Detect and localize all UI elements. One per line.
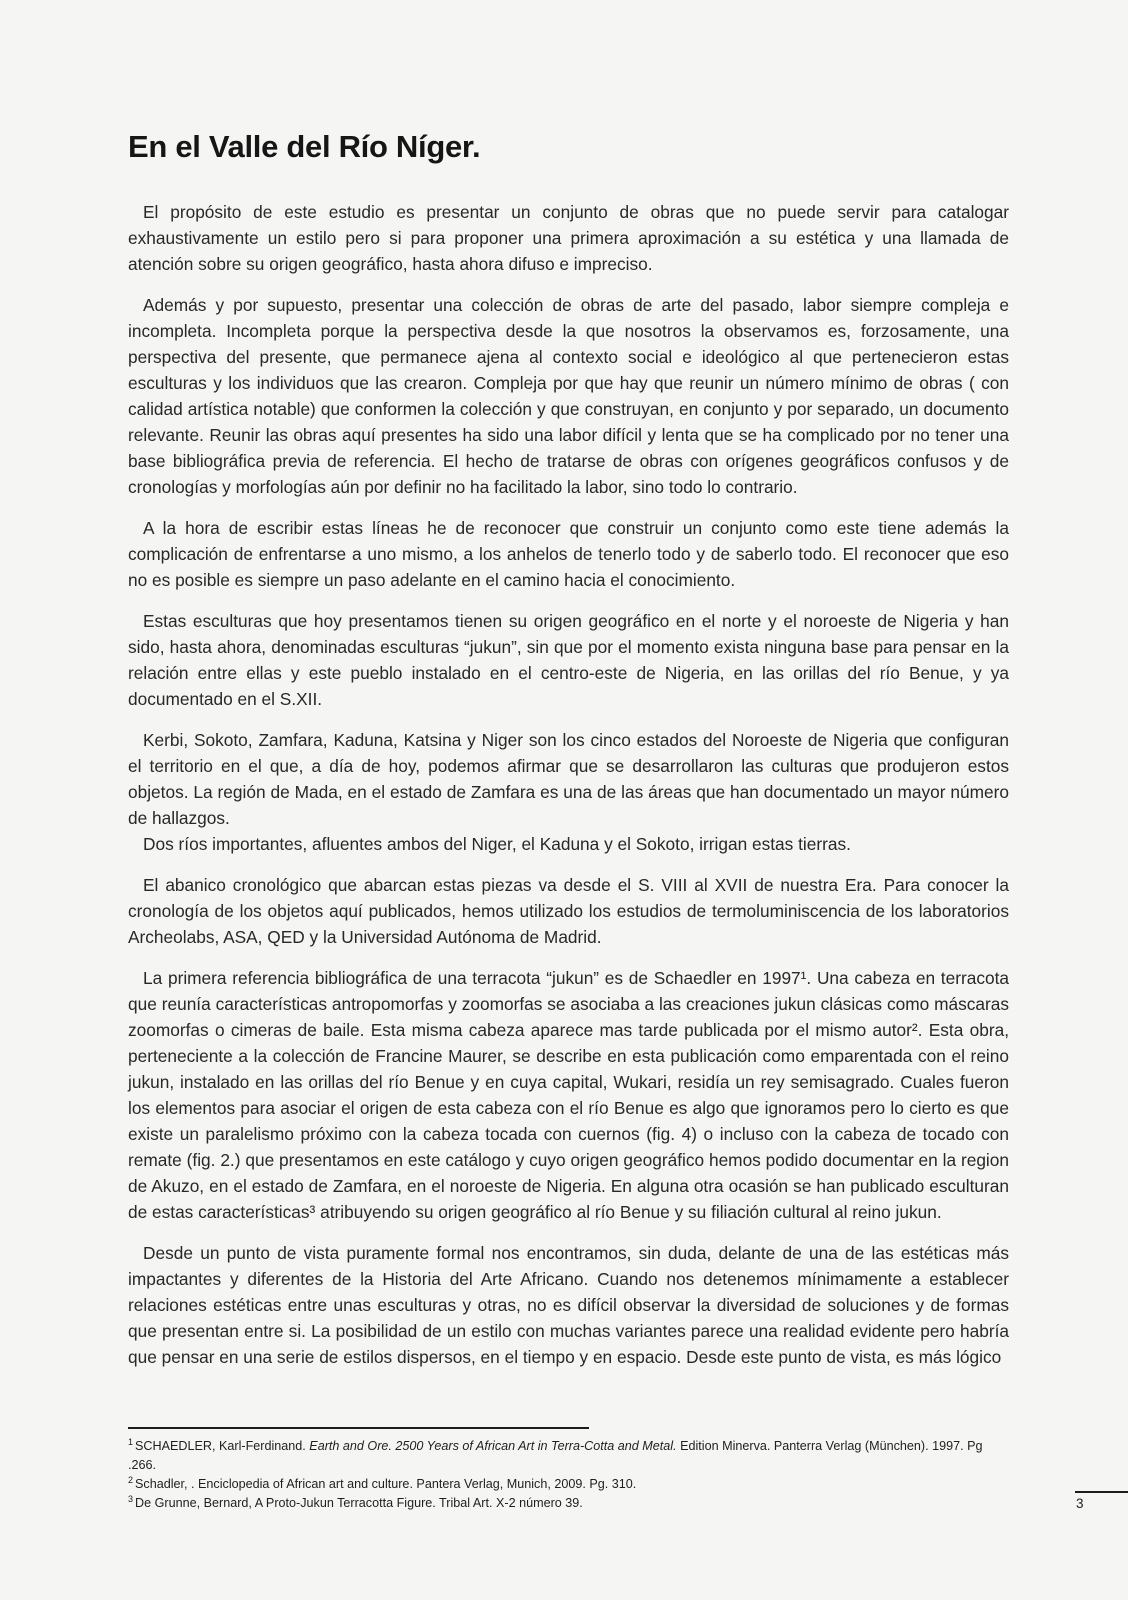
page-title: En el Valle del Río Níger. xyxy=(128,129,481,164)
footnote-marker: 2 xyxy=(128,1474,134,1485)
paragraph-cronologia: El abanico cronológico que abarcan estas piezas va desde el S. VIII al XVII de nuestra Era. Para conocer la cronología de los objetos aquí publicados, hemos utilizado los estudios de termoluminiscencia de los laboratorios Archeolabs, ASA, QED y la Universidad Autónoma de Madrid. xyxy=(128,875,1009,947)
article-body xyxy=(128,199,1009,1370)
paragraph-rios: Dos ríos importantes, afluentes ambos del Niger, el Kaduna y el Sokoto, irrigan estas tierras. xyxy=(143,834,851,854)
footnote-text: Schadler, . Enciclopedia of African art and culture. Pantera Verlag, Munich, 2009. Pg. 310. xyxy=(135,1477,637,1491)
page-number-rule xyxy=(1075,1491,1128,1493)
footnote-text: SCHAEDLER, Karl-Ferdinand. xyxy=(135,1439,310,1453)
page-content xyxy=(128,129,1009,1385)
paragraph-referencia-bibliografica: La primera referencia bibliográfica de una terracota “jukun” es de Schaedler en 1997¹. Una cabeza en terracota que reunía características antropomorfas y zoomorfas se asociaba a las creaciones jukun clásicas como máscaras zoomorfas o cimeras de baile. Esta misma cabeza aparece mas tarde publicada por el mismo autor². Esta obra, perteneciente a la colección de Francine Maurer, se describe en esta publicación como emparentada con el reino jukun, instalado en las orillas del río Benue y en cuya capital, Wukari, residía un rey semisagrado. Cuales fueron los elementos para asociar el origen de esta cabeza con el río Benue es algo que ignoramos pero lo cierto es que existe un paralelismo próximo con la cabeza tocada con cuernos (fig. 4) o incluso con la cabeza de tocado con remate (fig. 2.) que presentamos en este catálogo y cuyo origen geográfico hemos podido documentar en la region de Akuzo, en el estado de Zamfara, en el noroeste de Nigeria. En alguna otra ocasión se han publicado esculturan de estas características³ atribuyendo su origen geográfico al río Benue y su filiación cultural al reino jukun. xyxy=(128,968,1009,1222)
paragraph-escribir: A la hora de escribir estas líneas he de reconocer que construir un conjunto como este tiene además la complicación de enfrentarse a uno mismo, a los anhelos de tenerlo todo y de saberlo todo. El reconocer que eso no es posible es siempre un paso adelante en el camino hacia el conocimiento. xyxy=(128,518,1009,590)
footnote-marker: 1 xyxy=(128,1436,134,1447)
footnote-text: Edition Minerva. Panterra Verlag (München). 1997. Pg .266. xyxy=(128,1439,983,1472)
footnote-title-italic: Earth and Ore. 2500 Years of African Art in Terra-Cotta and Metal. xyxy=(309,1439,677,1453)
page-number-block xyxy=(1075,1491,1128,1512)
footnote-3 xyxy=(128,1494,1009,1513)
paragraph-proposito: El propósito de este estudio es presentar un conjunto de obras que no puede servir para catalogar exhaustivamente un estilo pero si para proponer una primera aproximación a su estética y una llamada de atención sobre su origen geográfico, hasta ahora difuso e impreciso. xyxy=(128,202,1009,274)
footnote-marker: 3 xyxy=(128,1493,134,1504)
footnote-separator-rule xyxy=(128,1427,589,1429)
footnotes-section xyxy=(128,1427,1009,1513)
paragraph-esculturas-origen: Estas esculturas que hoy presentamos tienen su origen geográfico en el norte y el noroeste de Nigeria y han sido, hasta ahora, denominadas esculturas “jukun”, sin que por el momento exista ninguna base para pensar en la relación entre ellas y este pueblo instalado en el centro-este de Nigeria, en las orillas del río Benue, y ya documentado en el S.XII. xyxy=(128,611,1009,709)
paragraph-estados: Kerbi, Sokoto, Zamfara, Kaduna, Katsina y Niger son los cinco estados del Noroeste de Nigeria que configuran el territorio en el que, a día de hoy, podemos afirmar que se desarrollaron las culturas que produjeron estos objetos. La región de Mada, en el estado de Zamfara es una de las áreas que han documentado un mayor número de hallazgos. xyxy=(128,730,1009,828)
footnote-2 xyxy=(128,1475,1009,1494)
paragraph-punto-de-vista: Desde un punto de vista puramente formal nos encontramos, sin duda, delante de una de las estéticas más impactantes y diferentes de la Historia del Arte Africano. Cuando nos detenemos mínimamente a establecer relaciones estéticas entre unas esculturas y otras, no es difícil observar la diversidad de soluciones y de formas que presentan entre si. La posibilidad de un estilo con muchas variantes parece una realidad evidente pero habría que pensar en una serie de estilos dispersos, en el tiempo y en espacio. Desde este punto de vista, es más lógico xyxy=(128,1243,1009,1367)
footnote-1 xyxy=(128,1437,1009,1475)
paragraph-coleccion: Además y por supuesto, presentar una colección de obras de arte del pasado, labor siempre compleja e incompleta. Incompleta porque la perspectiva desde la que nosotros la observamos es, forzosamente, una perspectiva del presente, que permanece ajena al contexto social e ideológico al que pertenecieron estas esculturas y los individuos que las crearon. Compleja por que hay que reunir un número mínimo de obras ( con calidad artística notable) que conformen la colección y que construyan, en conjunto y por separado, un documento relevante. Reunir las obras aquí presentes ha sido una labor difícil y lenta que se ha complicado por no tener una base bibliográfica previa de referencia. El hecho de tratarse de obras con orígenes geográficos confusos y de cronologías y morfologías aún por definir no ha facilitado la labor, sino todo lo contrario. xyxy=(128,295,1009,497)
footnote-text: De Grunne, Bernard, A Proto-Jukun Terracotta Figure. Tribal Art. X-2 número 39. xyxy=(135,1496,583,1510)
page-number: 3 xyxy=(1076,1496,1084,1511)
